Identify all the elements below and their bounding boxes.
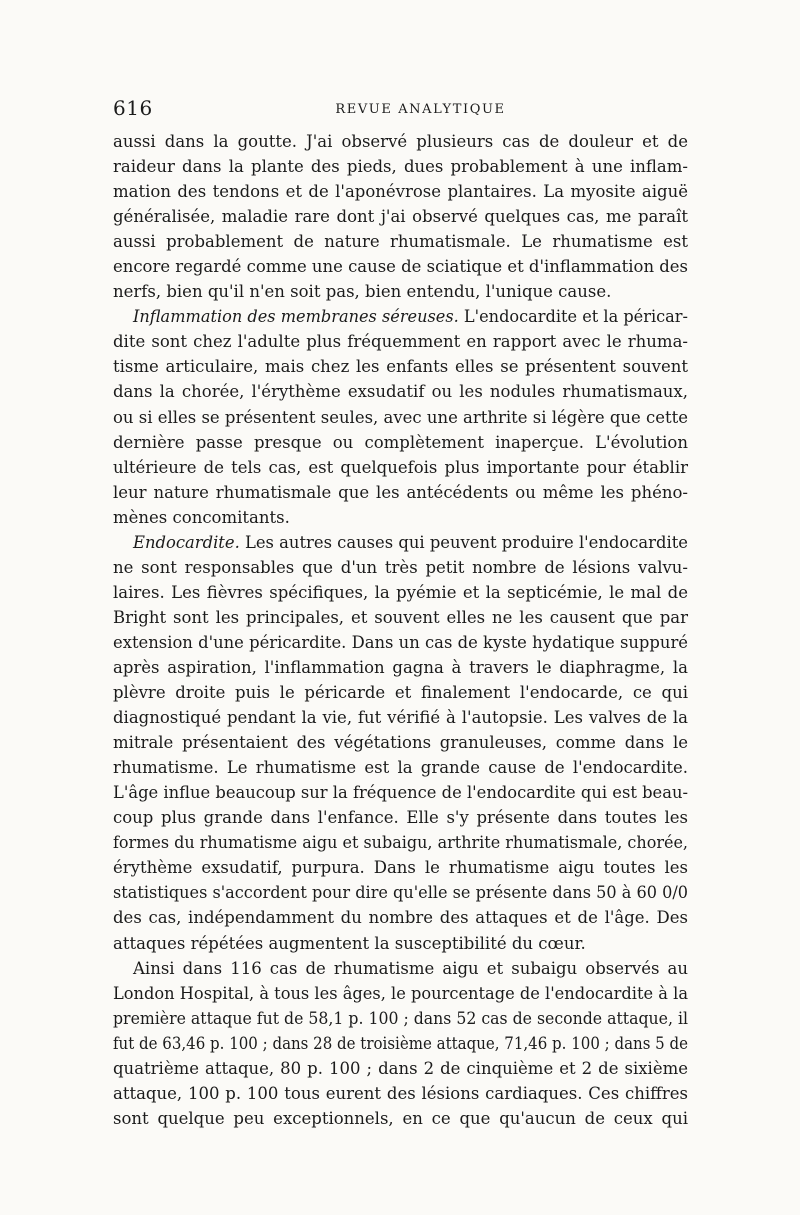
text-line: leur nature rhumatismale que les antécédents ou même les phéno- — [113, 482, 688, 502]
text-line: tisme articulaire, mais chez les enfants elles se présentent souvent — [113, 357, 688, 377]
text-line: mitrale présentaient des végétations granuleuses, comme dans le — [113, 733, 688, 753]
book-page — [113, 96, 688, 1131]
text-line: première attaque fut de 58,1 p. 100 ; dans 52 cas de seconde attaque, il — [113, 1008, 688, 1028]
text-line: extension d'une péricardite. Dans un cas de kyste hydatique suppuré — [113, 632, 688, 652]
text-line: Endocardite. Les autres causes qui peuvent produire l'endocardite — [133, 532, 688, 552]
text-line: coup plus grande dans l'enfance. Elle s'y présente dans toutes les — [113, 808, 688, 828]
text-line: plèvre droite puis le péricarde et finalement l'endocarde, ce qui — [113, 683, 688, 703]
text-line: Inflammation des membranes séreuses. L'endocardite et la péricar- — [133, 307, 688, 327]
text-line: généralisée, maladie rare dont j'ai observé quelques cas, me paraît — [113, 207, 688, 227]
text-line: aussi probablement de nature rhumatismale. Le rhumatisme est — [113, 232, 688, 252]
page-header — [113, 96, 688, 126]
text-line: Bright sont les principales, et souvent elles ne les causent que par — [113, 607, 688, 627]
text-line: attaques répétées augmentent la susceptibilité du cœur. — [113, 933, 586, 953]
text-line: encore regardé comme une cause de sciatique et d'inflammation des — [113, 257, 688, 277]
text-line: nerfs, bien qu'il n'en soit pas, bien entendu, l'unique cause. — [113, 282, 612, 302]
text-line: quatrième attaque, 80 p. 100 ; dans 2 de cinquième et 2 de sixième — [113, 1058, 688, 1078]
text-line: mènes concomitants. — [113, 507, 290, 527]
text-line: diagnostiqué pendant la vie, fut vérifié à l'autopsie. Les valves de la — [113, 708, 688, 728]
text-line: statistiques s'accordent pour dire qu'elle se présente dans 50 à 60 0/0 — [113, 883, 688, 903]
text-line: laires. Les fièvres spécifiques, la pyémie et la septicémie, le mal de — [113, 582, 688, 602]
section-heading-endocardite: Endocardite. — [133, 532, 240, 552]
text-line: dernière passe presque ou complètement inaperçue. L'évolution — [113, 432, 688, 452]
section-heading-inflammation: Inflammation des membranes séreuses. — [133, 307, 459, 327]
text-line: rhumatisme. Le rhumatisme est la grande cause de l'endocardite. — [113, 758, 688, 778]
text-line: ultérieure de tels cas, est quelquefois plus importante pour établir — [113, 457, 688, 477]
text-line: dite sont chez l'adulte plus fréquemment en rapport avec le rhuma- — [113, 332, 688, 352]
text-line: fut de 63,46 p. 100 ; dans 28 de troisième attaque, 71,46 p. 100 ; dans 5 de — [113, 1033, 688, 1053]
text-line: après aspiration, l'inflammation gagna à travers le diaphragme, la — [113, 657, 688, 677]
text-line: attaque, 100 p. 100 tous eurent des lésions cardiaques. Ces chiffres — [113, 1083, 688, 1103]
text-line: érythème exsudatif, purpura. Dans le rhumatisme aigu toutes les — [113, 858, 688, 878]
text-line: des cas, indépendamment du nombre des attaques et de l'âge. Des — [113, 908, 688, 928]
text-line: formes du rhumatisme aigu et subaigu, arthrite rhumatismale, chorée, — [113, 833, 688, 853]
page-number: 616 — [113, 96, 153, 120]
text-line: dans la chorée, l'érythème exsudatif ou les nodules rhumatismaux, — [113, 382, 688, 402]
text-line: ou si elles se présentent seules, avec une arthrite si légère que cette — [113, 407, 688, 427]
text-line: sont quelque peu exceptionnels, en ce que qu'aucun de ceux qui — [113, 1108, 688, 1128]
text-line: aussi dans la goutte. J'ai observé plusieurs cas de douleur et de — [113, 132, 688, 151]
text-line: mation des tendons et de l'aponévrose plantaires. La myosite aiguë — [113, 182, 688, 202]
text-line: London Hospital, à tous les âges, le pourcentage de l'endocardite à la — [113, 983, 688, 1003]
text-line: L'âge influe beaucoup sur la fréquence de l'endocardite qui est beau- — [113, 783, 688, 803]
text-line: Ainsi dans 116 cas de rhumatisme aigu et subaigu observés au — [133, 958, 688, 978]
running-title: REVUE ANALYTIQUE — [335, 102, 506, 117]
text-line: raideur dans la plante des pieds, dues probablement à une inflam- — [113, 157, 688, 177]
body-text — [113, 129, 688, 1131]
text-line: ne sont responsables que d'un très petit nombre de lésions valvu- — [113, 557, 688, 577]
